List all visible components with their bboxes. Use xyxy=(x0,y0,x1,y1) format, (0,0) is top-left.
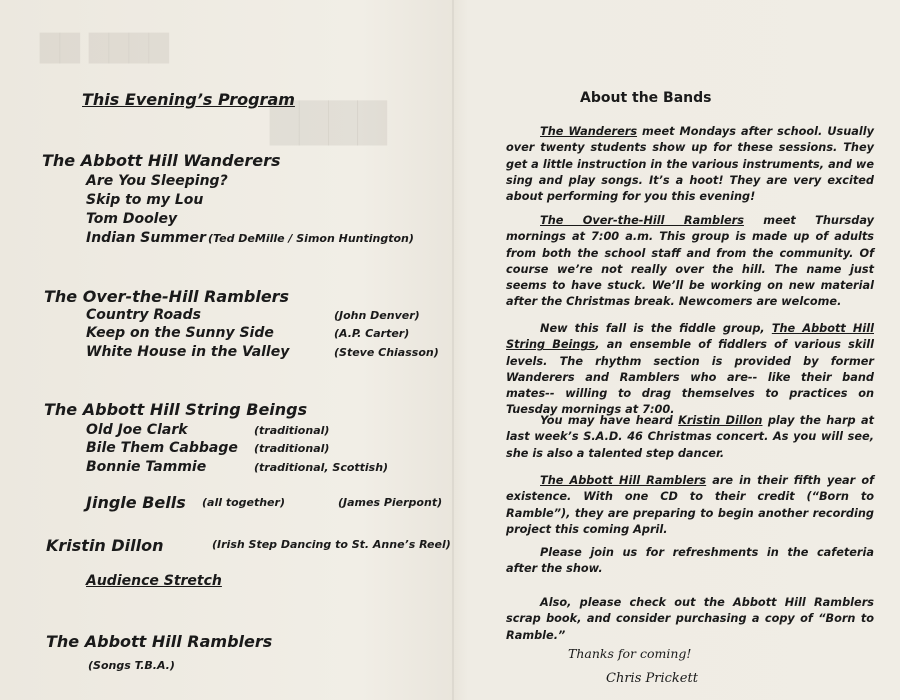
about-paragraph: You may have heard Kristin Dillon play the harp at last week’s S.A.D. 46 Christmas concert. As you will see, she is also a talented step dancer. xyxy=(506,414,874,460)
about-paragraph: Please join us for refreshments in the cafeteria after the show. xyxy=(506,546,874,576)
band-name-link: The Over-the-Hill Ramblers xyxy=(540,214,744,227)
bleed-through-mark: ████ xyxy=(270,100,387,145)
song-credit: (traditional) xyxy=(254,442,330,455)
about-paragraph: New this fall is the fiddle group, The Abbott Hill String Beings, an ensemble of fiddlers of various skill levels. The rhythm section is provided by former Wanderers and Ramblers who are-- like their band mates-- willing to drag themselves to practices on Tuesday mornings at 7:00. xyxy=(506,322,874,417)
song-title: Jingle Bells xyxy=(86,493,186,512)
song-title: Old Joe Clark xyxy=(86,422,188,438)
performer-note: (Irish Step Dancing to St. Anne’s Reel) xyxy=(212,538,451,551)
band-heading: The Abbott Hill String Beings xyxy=(44,400,308,419)
band-name-link: The Abbott Hill Ramblers xyxy=(540,474,707,487)
band-name-link: The Wanderers xyxy=(540,125,638,138)
song-credit: (Ted DeMille / Simon Huntington) xyxy=(208,232,414,245)
song-credit: (John Denver) xyxy=(334,309,420,322)
song-title: Are You Sleeping? xyxy=(86,173,228,189)
band-heading: The Abbott Hill Wanderers xyxy=(42,151,281,170)
about-paragraph: Also, please check out the Abbott Hill Ramblers scrap book, and consider purchasing a copy of “Born to Ramble.” xyxy=(506,596,874,642)
song-credit: (traditional, Scottish) xyxy=(254,461,389,474)
performer-name-link: Kristin Dillon xyxy=(678,414,763,427)
song-credit: (Steve Chiasson) xyxy=(334,346,439,359)
song-title: Skip to my Lou xyxy=(86,192,204,208)
performer-name: Kristin Dillon xyxy=(46,536,164,555)
song-title: Bonnie Tammie xyxy=(86,459,207,475)
about-paragraph: The Wanderers meet Mondays after school. Usually over twenty students show up for these sessions. They get a little instruction in the various instruments, and we sing and play songs. It’s a hoot! They are very excited about performing for you this evening! xyxy=(506,125,874,204)
handwritten-thanks: Thanks for coming! xyxy=(568,646,692,661)
page-fold xyxy=(452,0,454,700)
intermission-item: Audience Stretch xyxy=(86,573,222,589)
song-title: Indian Summer xyxy=(86,230,206,246)
song-title: Bile Them Cabbage xyxy=(86,440,238,456)
band-heading: The Over-the-Hill Ramblers xyxy=(44,287,290,306)
bleed-through-mark: ██ ████ xyxy=(40,34,170,64)
band-name-link: The Abbott Hill String Beings xyxy=(506,322,874,352)
program-title: This Evening’s Program xyxy=(82,90,295,109)
about-paragraph: The Abbott Hill Ramblers are in their fifth year of existence. With one CD to their credit (“Born to Ramble”), they are preparing to begin another recording project this coming April. xyxy=(506,474,874,536)
about-title: About the Bands xyxy=(580,90,712,106)
about-paragraph: The Over-the-Hill Ramblers meet Thursday mornings at 7:00 a.m. This group is made up of adults from both the school staff and from the community. Of course we’re not really over the hill. The name just seems to have stuck. We’ll be working on new material after the Christmas break. Newcomers are welcome. xyxy=(506,214,874,309)
song-title: Tom Dooley xyxy=(86,211,178,227)
songs-note: (Songs T.B.A.) xyxy=(88,659,175,672)
song-credit: (traditional) xyxy=(254,424,330,437)
band-heading: The Abbott Hill Ramblers xyxy=(46,632,273,651)
song-credit: (James Pierpont) xyxy=(338,496,443,509)
song-title: Country Roads xyxy=(86,307,201,323)
song-note: (all together) xyxy=(202,496,285,509)
handwritten-signature: Chris Prickett xyxy=(606,671,698,686)
song-title: Keep on the Sunny Side xyxy=(86,325,274,341)
song-title: White House in the Valley xyxy=(86,344,290,360)
song-credit: (A.P. Carter) xyxy=(334,327,410,340)
